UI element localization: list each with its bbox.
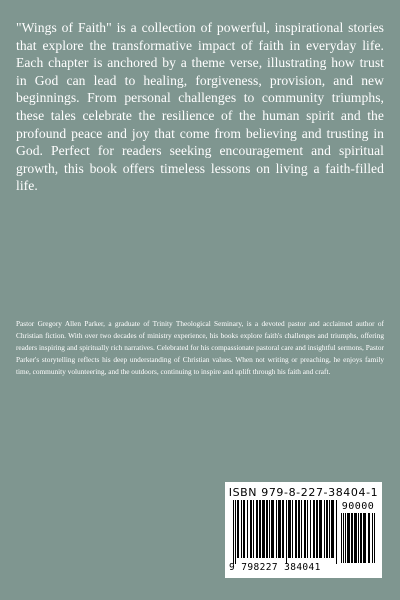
- addon-barcode-bars: [341, 513, 375, 563]
- barcode-bar: [307, 500, 308, 558]
- book-description: "Wings of Faith" is a collection of powerful, inspirational stories that explore the transformative impact of faith in everyday life. Each chapter is anchored by a theme verse, illustrating how trust in God can lead to healing, forgiveness, provision, and new beginnings. From personal challenges to community triumphs, these tales celebrate the resilience of the human spirit and the profound peace and joy that come from believing and trusting in God. Perfect for readers seeking encouragement and spiritual growth, this book offers timeless lessons on living a faith-filled life.: [16, 20, 384, 194]
- isbn-barcode: [225, 482, 382, 578]
- barcode-bar: [262, 500, 265, 558]
- barcode-bar: [256, 500, 258, 558]
- barcode-bar: [250, 500, 252, 558]
- barcode-bar: [247, 500, 248, 558]
- barcode-bar: [301, 500, 302, 558]
- barcode-bar: [235, 500, 236, 564]
- barcode-bar: [351, 513, 353, 563]
- barcode-bar: [276, 500, 277, 558]
- barcode-bar: [269, 500, 270, 558]
- barcode-bar: [253, 500, 254, 558]
- barcode-bar: [341, 513, 342, 563]
- barcode-bar: [313, 500, 315, 558]
- barcode-bar: [343, 513, 344, 563]
- barcode-bar: [363, 513, 366, 563]
- ean-barcode-bars: [233, 500, 337, 564]
- ean-digits: 9 798227 384041: [229, 562, 321, 573]
- barcode-bar: [360, 513, 362, 563]
- barcode-bar: [271, 500, 274, 558]
- barcode-bar: [288, 500, 291, 558]
- barcode-bar: [243, 500, 245, 558]
- barcode-bar: [319, 500, 322, 558]
- barcode-bar: [237, 500, 239, 558]
- barcode-bar: [345, 513, 346, 563]
- barcode-bar: [310, 500, 311, 558]
- isbn-label: ISBN 979-8-227-38404-1: [228, 486, 379, 499]
- barcode-bar: [336, 500, 337, 564]
- barcode-bar: [358, 513, 359, 563]
- barcode-bar: [316, 500, 318, 558]
- barcode-bar: [282, 500, 284, 558]
- barcode-bar: [295, 500, 297, 558]
- barcode-bar: [292, 500, 293, 558]
- barcode-bar: [324, 500, 325, 558]
- barcode-bar: [241, 500, 242, 558]
- barcode-bar: [368, 513, 370, 563]
- barcode-bar: [298, 500, 300, 558]
- barcode-bar: [304, 500, 306, 558]
- barcode-bar: [372, 513, 373, 563]
- barcode-bar: [329, 500, 330, 558]
- barcode-bar: [374, 513, 375, 563]
- author-bio: Pastor Gregory Allen Parker, a graduate of Trinity Theological Seminary, is a devoted pastor and acclaimed author of Christian fiction. With over two decades of ministry experience, his books explore faith's challenges and triumphs, offering readers inspiring and spiritually rich narratives. Celebrated for his compassionate pastoral care and insightful sermons, Pastor Parker's storytelling reflects his deep understanding of Christian values. When not writing or preaching, he enjoys family time, community volunteering, and the outdoors, continuing to inspire and uplift through his faith and craft.: [16, 319, 384, 376]
- barcode-bar: [233, 500, 234, 564]
- barcode-bar: [347, 513, 350, 563]
- barcode-bar: [286, 500, 287, 564]
- barcode-bar: [259, 500, 261, 558]
- barcode-bar: [354, 513, 357, 563]
- barcode-bar: [266, 500, 268, 558]
- addon-digits: 90000: [341, 501, 375, 512]
- barcode-bar: [278, 500, 281, 558]
- barcode-bar: [326, 500, 328, 558]
- barcode-bar: [331, 500, 334, 558]
